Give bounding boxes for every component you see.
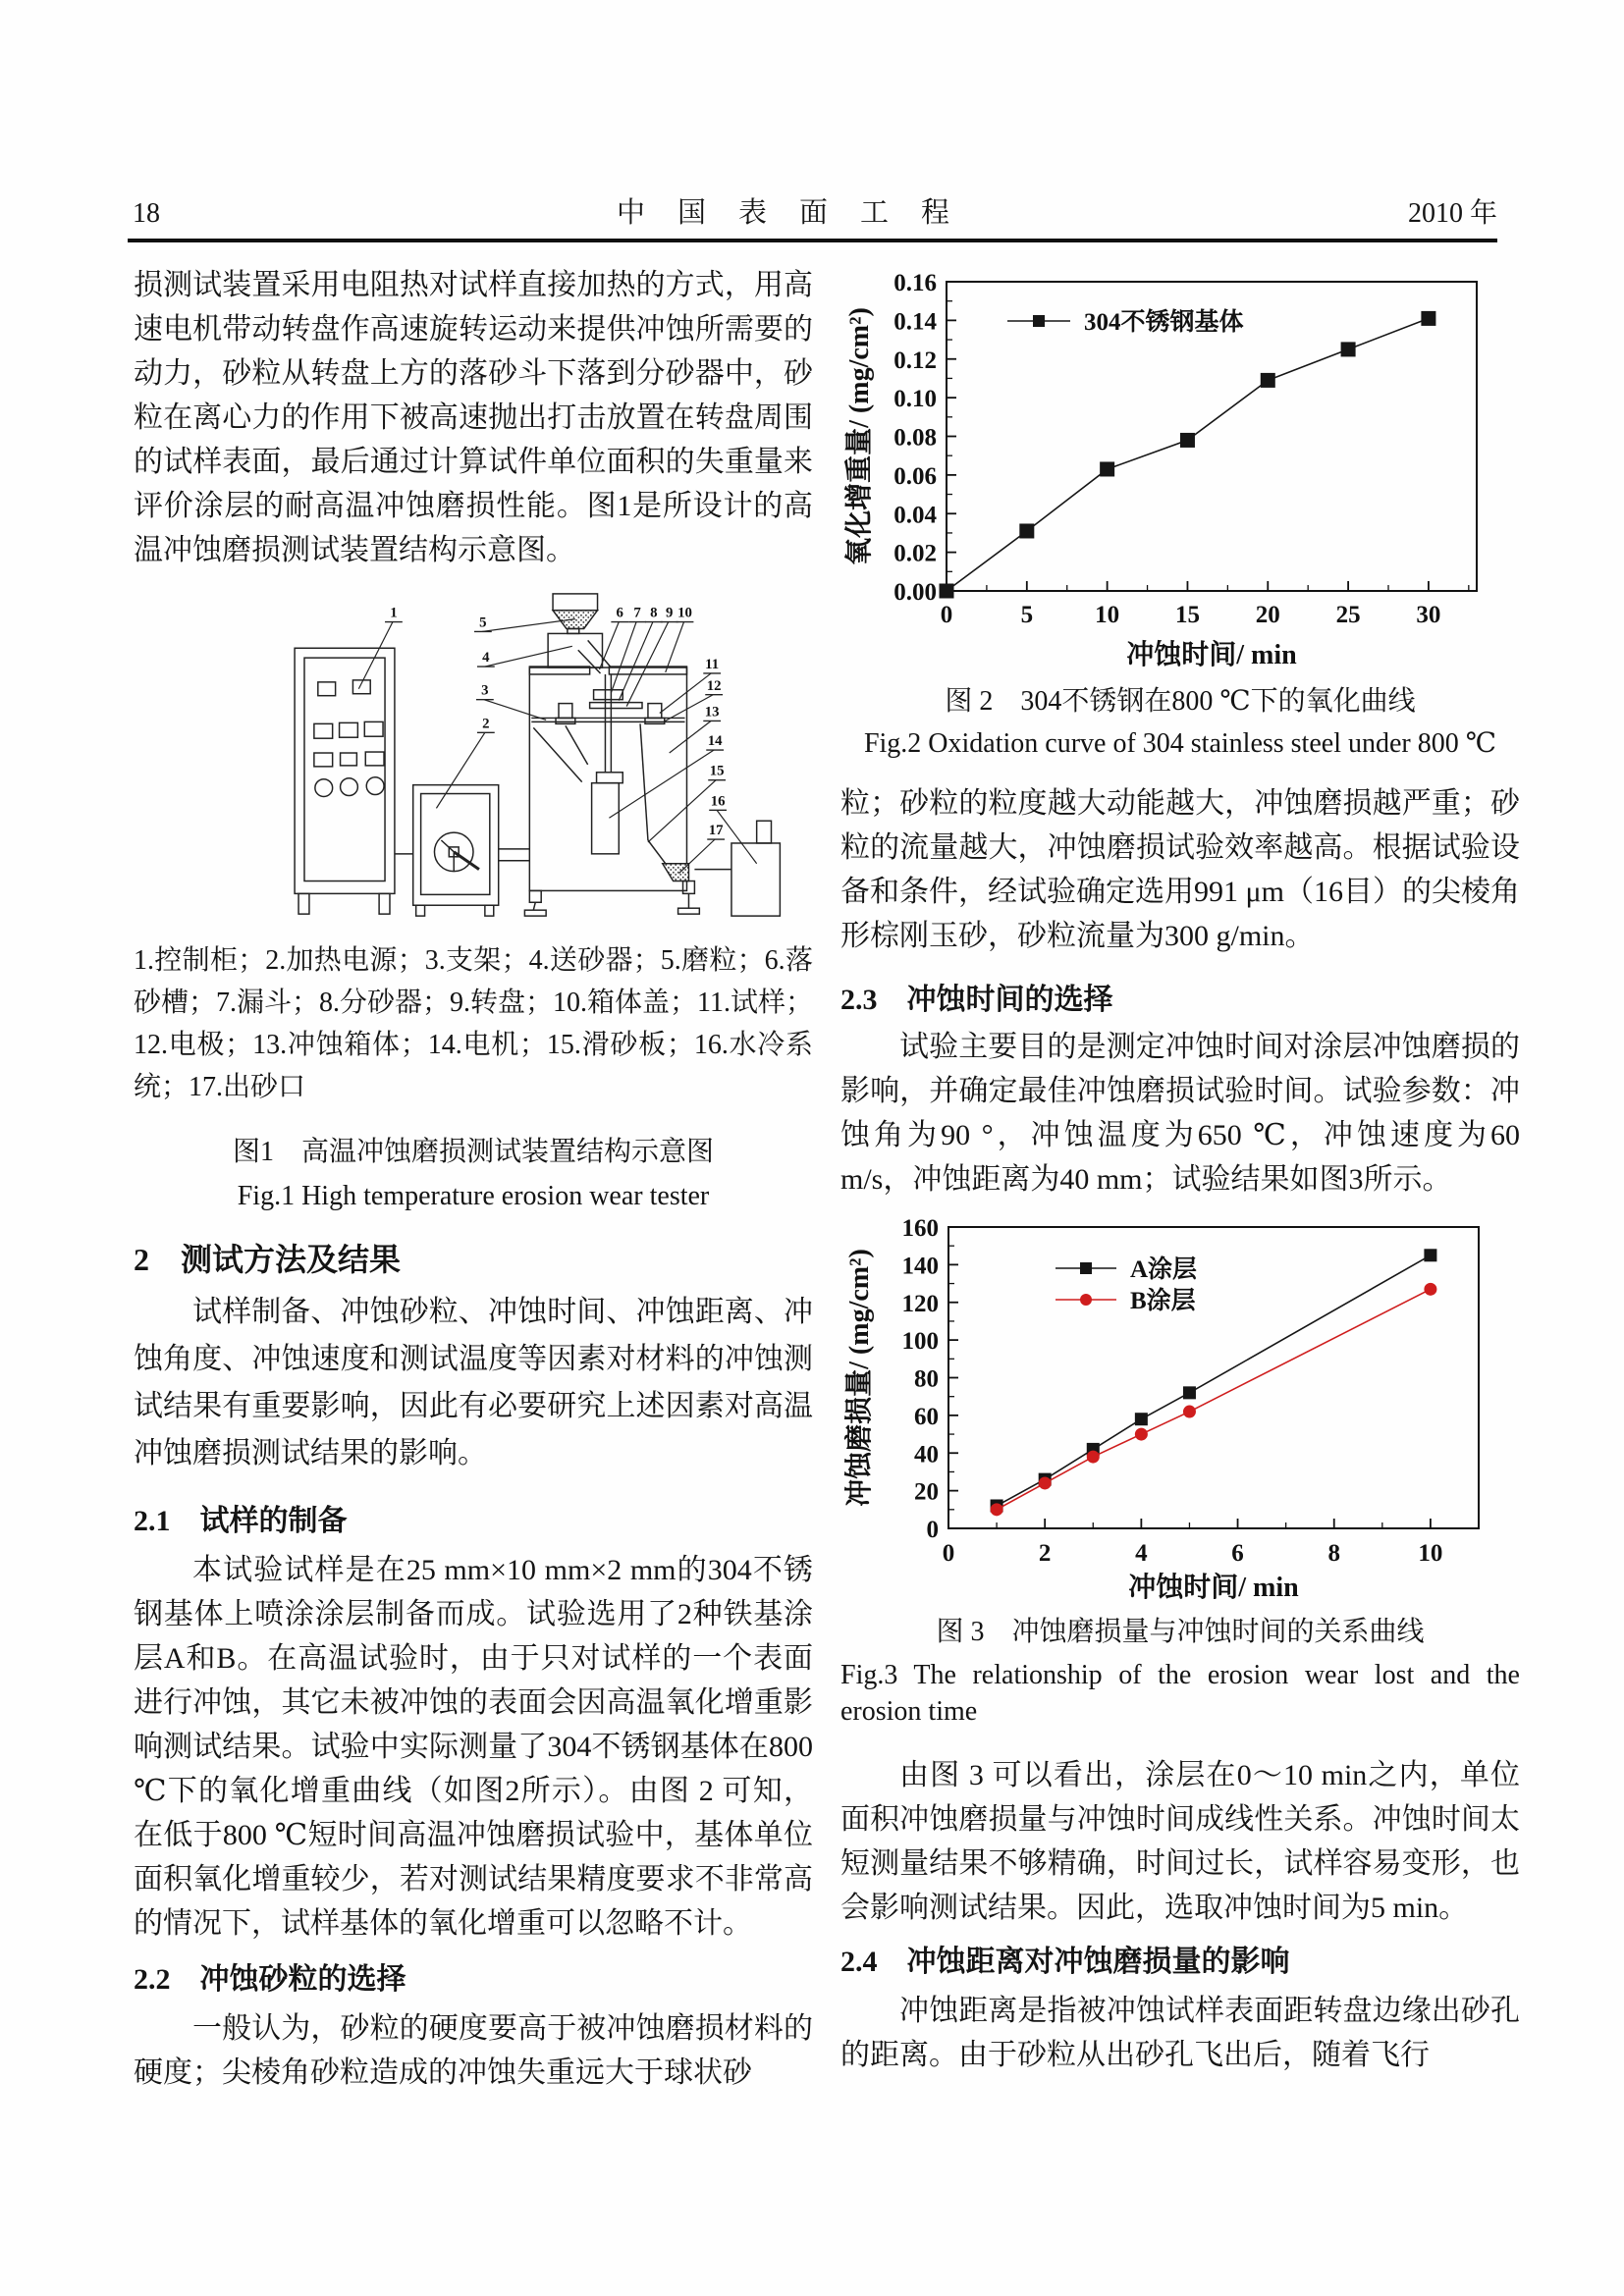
svg-text:20: 20 — [914, 1478, 939, 1506]
svg-text:1: 1 — [390, 605, 398, 621]
figure3-caption-zh: 图 3 冲蚀磨损量与冲蚀时间的关系曲线 — [936, 1617, 1425, 1647]
svg-text:10: 10 — [677, 605, 692, 621]
page-number: 18 — [133, 198, 160, 229]
svg-text:8: 8 — [1327, 1540, 1340, 1567]
svg-text:10: 10 — [1418, 1540, 1443, 1567]
svg-text:0: 0 — [926, 1517, 939, 1543]
svg-text:40: 40 — [914, 1441, 939, 1468]
svg-text:25: 25 — [1335, 602, 1361, 628]
fig2-oxidation-chart — [840, 247, 1522, 669]
svg-text:5: 5 — [479, 614, 487, 631]
journal-title: 中 国 表 面 工 程 — [616, 197, 951, 229]
svg-text:0.10: 0.10 — [893, 386, 937, 413]
svg-text:16: 16 — [710, 793, 726, 810]
figure1-callout-labels — [358, 606, 756, 874]
section-2-4-paragraph: 冲蚀距离是指被冲蚀试样表面距转盘边缘出砂孔的距离。由于砂粒从出砂孔飞出后，随着飞行 — [840, 1995, 1520, 2071]
svg-text:2: 2 — [482, 716, 490, 732]
fig3-erosion-wear-chart — [840, 1209, 1522, 1602]
svg-text:0.02: 0.02 — [893, 540, 937, 567]
svg-text:9: 9 — [665, 605, 674, 621]
svg-text:氧化增重量/ (mg/cm²): 氧化增重量/ (mg/cm²) — [844, 307, 875, 565]
svg-text:0.08: 0.08 — [893, 424, 937, 452]
svg-text:0.14: 0.14 — [893, 308, 937, 336]
svg-text:100: 100 — [901, 1328, 939, 1356]
svg-text:12: 12 — [706, 677, 722, 694]
section-2-2-heading: 2.2 冲蚀砂粒的选择 — [134, 1963, 406, 1996]
publication-year: 2010 年 — [1407, 198, 1497, 229]
section-2-heading: 2 测试方法及结果 — [134, 1242, 402, 1277]
svg-text:160: 160 — [901, 1215, 939, 1242]
erosion-tester-diagram — [134, 580, 813, 930]
svg-text:B涂层: B涂层 — [1130, 1288, 1196, 1314]
section-2-3-paragraph: 试验主要目的是测定冲蚀时间对涂层冲蚀磨损的影响，并确定最佳冲蚀磨损试验时间。试验参数：冲蚀角为90 °，冲蚀温度为650 ℃，冲蚀速度为60 m/s，冲蚀距离为40 mm；试验结果如图3所示。 — [840, 1031, 1520, 1196]
svg-text:140: 140 — [901, 1253, 939, 1280]
svg-text:20: 20 — [1255, 602, 1280, 628]
figure2-caption-zh: 图 2 304不锈钢在800 ℃下的氧化曲线 — [945, 686, 1416, 717]
svg-text:4: 4 — [1135, 1540, 1148, 1567]
section-2-4-heading: 2.4 冲蚀距离对冲蚀磨损量的影响 — [840, 1946, 1290, 1978]
svg-text:13: 13 — [704, 704, 720, 721]
svg-text:30: 30 — [1416, 602, 1441, 628]
figure1-caption-en: Fig.1 High temperature erosion wear tester — [237, 1181, 710, 1211]
section-2-paragraph: 试样制备、冲蚀砂粒、冲蚀时间、冲蚀距离、冲蚀角度、冲蚀速度和测试温度等因素对材料的冲蚀测试结果有重要影响，因此有必要研究上述因素对高温冲蚀磨损测试结果的影响。 — [134, 1296, 813, 1469]
svg-text:0.04: 0.04 — [893, 502, 937, 529]
figure2-caption-en: Fig.2 Oxidation curve of 304 stainless steel under 800 ℃ — [863, 728, 1497, 759]
section-2-3-heading: 2.3 冲蚀时间的选择 — [840, 984, 1113, 1016]
svg-text:10: 10 — [1095, 602, 1120, 628]
figure1-caption-zh: 图1 高温冲蚀磨损测试装置结构示意图 — [232, 1137, 714, 1167]
paragraph-continuation: 损测试装置采用电阻热对试样直接加热的方式，用高速电机带动转盘作高速旋转运动来提供冲蚀所需要的动力，砂粒从转盘上方的落砂斗下落到分砂器中，砂粒在离心力的作用下被高速抛出打击放置在转盘周围的试样表面，最后通过计算试件单位面积的失重量来评价涂层的耐高温冲蚀磨损性能。图1是所设计的高温冲蚀磨损测试装置结构示意图。 — [134, 269, 813, 566]
figure1-legend: 1.控制柜；2.加热电源；3.支架；4.送砂器；5.磨粒；6.落砂槽；7.漏斗；8.分砂器；9.转盘；10.箱体盖；11.试样；12.电极；13.冲蚀箱体；14.电机；15.滑砂板；16.水冷系统；17.出砂口 — [134, 945, 813, 1102]
svg-text:60: 60 — [914, 1403, 939, 1430]
svg-text:6: 6 — [616, 605, 623, 621]
svg-text:4: 4 — [482, 650, 490, 667]
svg-text:17: 17 — [708, 823, 724, 839]
section-2-1-paragraph: 本试验试样是在25 mm×10 mm×2 mm的304不锈钢基体上喷涂涂层制备而成。试验选用了2种铁基涂层A和B。在高温试验时，由于只对试样的一个表面进行冲蚀，其它未被冲蚀的表面会因高温氧化增重影响测试结果。试验中实际测量了304不锈钢基体在800 ℃下的氧化增重曲线（如图2所示）。由图 2 可知，在低于800 ℃短时间高温冲蚀磨损试验中，基体单位面积氧化增重较少，若对测试结果精度要求不非常高的情况下，试样基体的氧化增重可以忽略不计。 — [134, 1554, 813, 1940]
svg-text:冲蚀时间/ min: 冲蚀时间/ min — [1126, 640, 1297, 669]
svg-text:15: 15 — [1174, 602, 1200, 628]
svg-text:冲蚀磨损量/ (mg/cm²): 冲蚀磨损量/ (mg/cm²) — [844, 1249, 875, 1507]
svg-text:A涂层: A涂层 — [1130, 1256, 1198, 1283]
svg-text:5: 5 — [1020, 602, 1034, 628]
svg-text:0.16: 0.16 — [893, 270, 937, 296]
section-2-2-paragraph: 一般认为，砂粒的硬度要高于被冲蚀磨损材料的硬度；尖棱角砂粒造成的冲蚀失重远大于球状砂 — [134, 2012, 813, 2089]
svg-text:80: 80 — [914, 1365, 939, 1393]
figure1-diagram — [134, 580, 813, 930]
svg-text:2: 2 — [1038, 1540, 1052, 1567]
section-2-1-heading: 2.1 试样的制备 — [134, 1505, 348, 1537]
svg-text:0.12: 0.12 — [893, 347, 937, 374]
svg-text:14: 14 — [707, 733, 723, 750]
svg-text:0.00: 0.00 — [893, 579, 937, 606]
svg-text:0.06: 0.06 — [893, 462, 937, 490]
svg-text:304不锈钢基体: 304不锈钢基体 — [1084, 309, 1244, 336]
svg-text:3: 3 — [481, 682, 489, 699]
paragraph-sand-grain: 粒；砂粒的粒度越大动能越大，冲蚀磨损越严重；砂粒的流量越大，冲蚀磨损试验效率越高。根据试验设备和条件，经试验确定选用991 μm（16目）的尖棱角形棕刚玉砂，砂粒流量为300 g/min。 — [840, 787, 1520, 952]
svg-text:0: 0 — [942, 1540, 955, 1567]
right-column — [840, 247, 1520, 2077]
left-column — [134, 263, 813, 2095]
svg-text:11: 11 — [705, 657, 720, 673]
figure3-caption-en: Fig.3 The relationship of the erosion wear lost and the erosion time — [840, 1660, 1520, 1727]
svg-text:0: 0 — [940, 602, 953, 628]
svg-text:6: 6 — [1231, 1540, 1244, 1567]
svg-text:120: 120 — [901, 1290, 939, 1317]
header-rule — [128, 239, 1497, 242]
svg-text:15: 15 — [709, 763, 725, 779]
svg-text:7: 7 — [633, 605, 641, 621]
svg-text:冲蚀时间/ min: 冲蚀时间/ min — [1128, 1573, 1299, 1602]
page-header — [133, 190, 1497, 231]
svg-text:8: 8 — [650, 605, 658, 621]
paragraph-fig3-discussion: 由图 3 可以看出，涂层在0～10 min之内，单位面积冲蚀磨损量与冲蚀时间成线性关系。冲蚀时间太短测量结果不够精确，时间过长，试样容易变形，也会影响测试结果。因此，选取冲蚀时间为5 min。 — [840, 1759, 1520, 1924]
